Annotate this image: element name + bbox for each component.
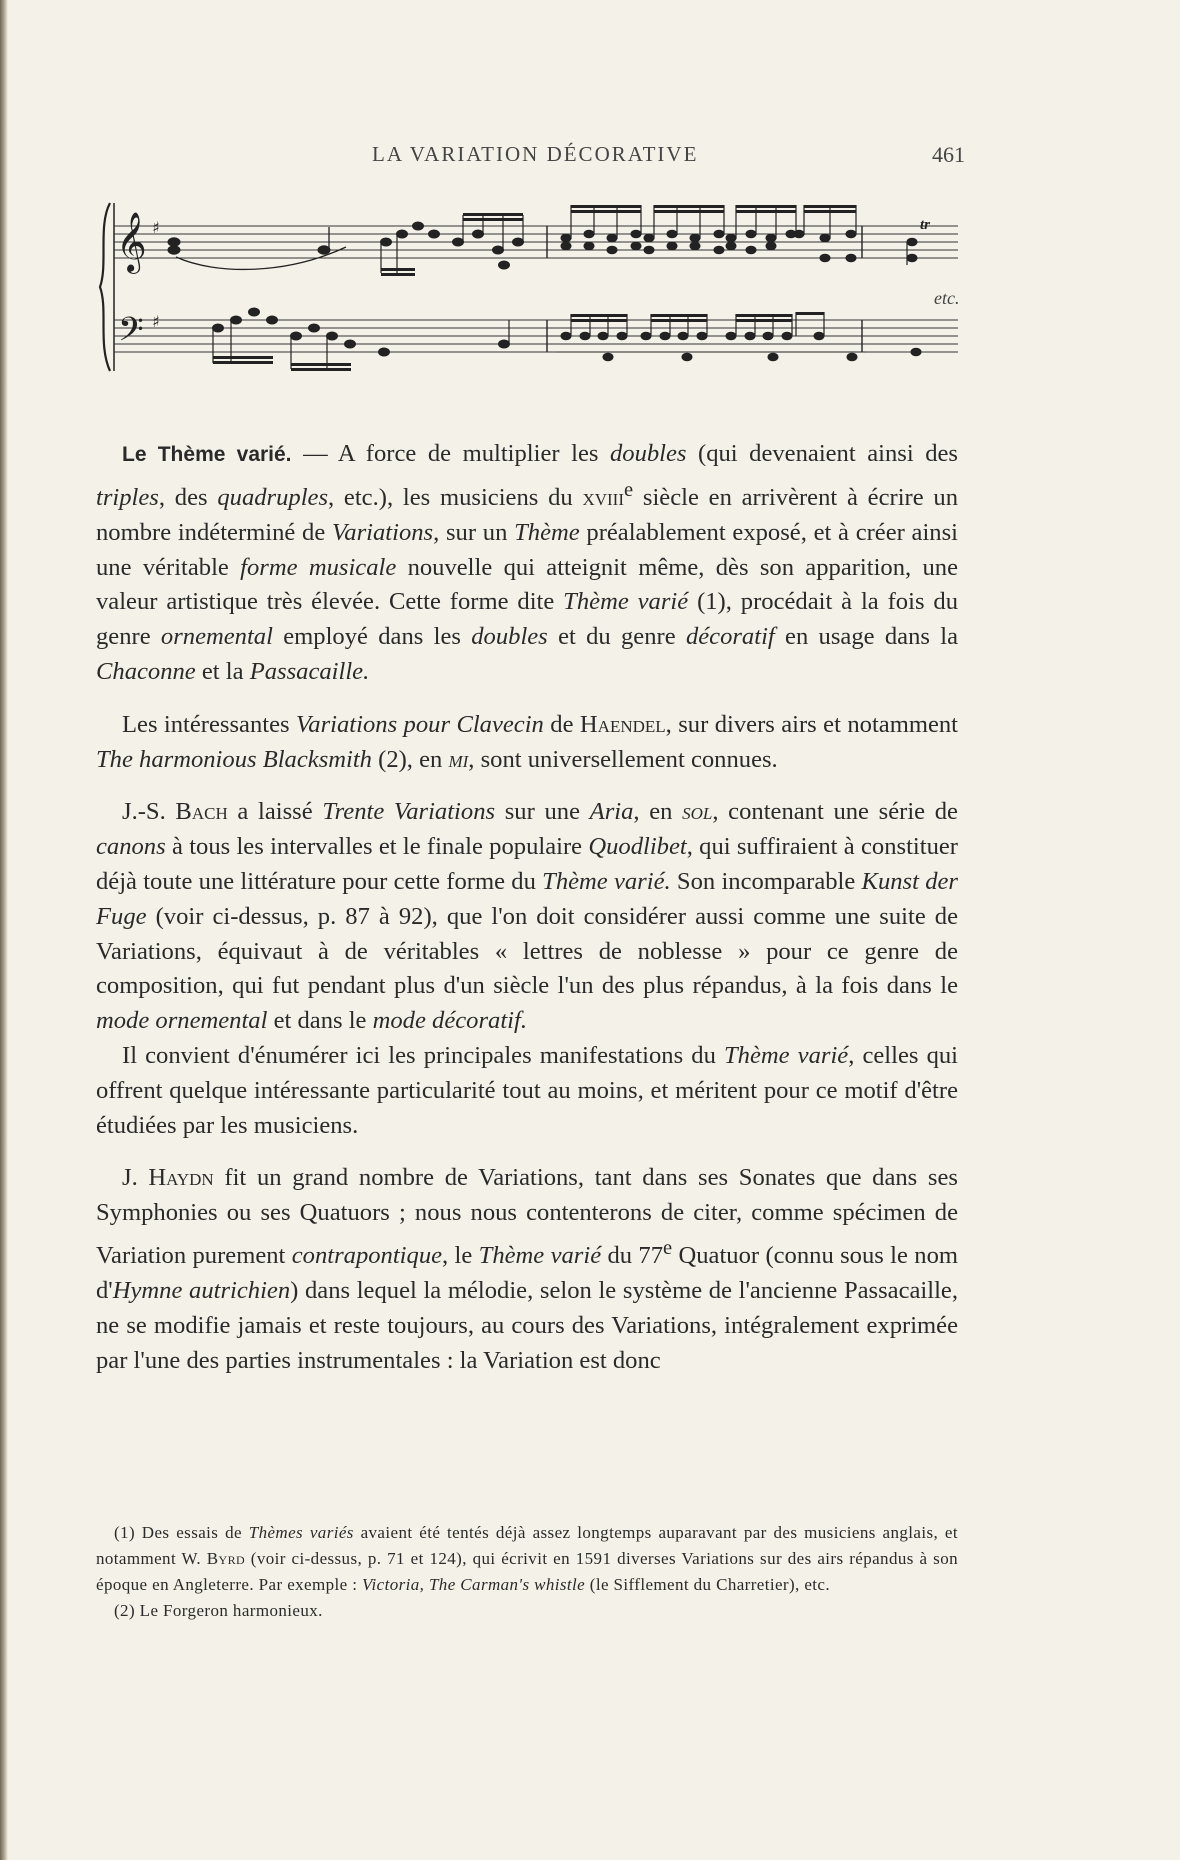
text-run: , celles qui offrent quelque intéressante particularité tout au moins, et méritent pour ce motif d'être étudiées par les musiciens.	[96, 1041, 958, 1139]
text-run: (voir ci-dessus, p. 71 et 124), qui écrivit en 1591 diverses Variations sur des airs répandus à son époque en Angleterre. Par exemple :	[96, 1549, 958, 1594]
text-run: a laissé	[227, 798, 323, 826]
superscript: e	[624, 478, 634, 501]
italic-text: Thème	[514, 518, 580, 546]
bass-staff	[114, 320, 958, 352]
italic-text: Hymne autrichien	[112, 1276, 291, 1304]
paragraph	[96, 437, 958, 690]
text-run: J.	[122, 1164, 149, 1192]
footnote	[96, 1520, 958, 1598]
text-run: fit un grand nombre de Variations, tant dans ses Sonates que dans ses Symphonies ou ses Quatuors ; nous nous contenterons de citer, comme spécimen de Variation purement	[96, 1164, 958, 1270]
text-run: J.-S.	[122, 798, 176, 826]
text-run: Son incomparable	[670, 867, 862, 895]
italic-text: Passacaille.	[249, 657, 370, 685]
text-run: nouvelle qui atteignit même, dès son apparition, une valeur artistique très élevée. Cette forme dite	[96, 553, 958, 616]
run-in-heading: Le Thème varié.	[122, 443, 292, 466]
italic-text: canons	[96, 833, 166, 861]
text-run: Il convient d'énumérer ici les principales manifestations du	[122, 1041, 724, 1069]
italic-text: Victoria, The Carman's whistle	[362, 1575, 586, 1594]
text-run: et la	[195, 657, 250, 685]
italic-text: doubles	[609, 440, 687, 467]
bass-key-signature: ♯	[152, 312, 160, 331]
text-run: , contenant une série de	[712, 798, 958, 826]
text-run: , sur un	[433, 518, 515, 546]
italic-text: décoratif	[685, 623, 775, 651]
page-binding-edge	[0, 0, 8, 1860]
italic-text: Kunst der Fuge	[96, 867, 958, 930]
music-score	[96, 195, 966, 385]
bass-clef: 𝄢	[118, 311, 144, 357]
text-run: siècle en arrivèrent à écrire un nombre indéterminé de	[96, 483, 959, 546]
treble-notes-m1	[168, 213, 524, 276]
body-text	[96, 437, 958, 1396]
italic-text: Thèmes variés	[248, 1523, 354, 1542]
small-caps-text: Haydn	[148, 1164, 214, 1192]
italic-text: Chaconne	[96, 657, 196, 685]
italic-text: doubles	[471, 623, 548, 651]
text-run: , sur divers airs et notamment	[665, 710, 958, 738]
italic-text: Thème varié	[724, 1041, 849, 1069]
italic-text: ornemental	[160, 623, 273, 651]
text-run: (1), procédait à la fois du genre	[96, 588, 958, 651]
superscript: e	[663, 1236, 673, 1259]
small-caps-text: Bach	[175, 798, 228, 826]
text-run: , etc.), les musiciens du	[328, 483, 583, 511]
italic-text: quadruples	[217, 483, 329, 511]
text-run: (2) Le Forgeron harmonieux.	[114, 1601, 323, 1620]
treble-staff	[114, 226, 958, 258]
text-run: et dans le	[267, 1007, 373, 1035]
italic-text: Variations pour Clavecin	[296, 710, 544, 738]
italic-text: contrapontique	[291, 1242, 443, 1270]
score-etc-label: etc.	[934, 288, 960, 308]
text-run: du 77	[601, 1242, 664, 1270]
text-run: (le Sifflement du Charretier), etc.	[585, 1575, 831, 1594]
trill-mark: tr	[920, 217, 931, 233]
italic-text: triples	[96, 483, 159, 511]
treble-notes-m2	[561, 205, 856, 262]
text-run: employé dans les	[272, 623, 472, 651]
text-run: — A force de multiplier les	[291, 440, 610, 467]
italic-text: Aria	[589, 798, 634, 826]
text-run: avaient été tentés déjà assez longtemps auparavant par des musiciens anglais, et notamment W.	[96, 1523, 958, 1568]
text-run: sur une	[495, 798, 590, 826]
running-head	[0, 142, 1180, 172]
paragraph	[96, 1161, 958, 1378]
italic-text: Thème varié	[563, 588, 689, 616]
small-caps-text: Byrd	[206, 1549, 246, 1568]
italic-text: Thème varié.	[542, 867, 671, 895]
text-run: à tous les intervalles et le finale populaire	[165, 833, 589, 861]
italic-text: Thème varié	[478, 1242, 602, 1270]
paragraph	[96, 708, 958, 778]
text-run: , qui suffiraient à constituer déjà toute une littérature pour cette forme du	[96, 833, 958, 895]
running-head-title: LA VARIATION DÉCORATIVE	[372, 142, 699, 166]
text-run: (qui devenaient ainsi des	[686, 440, 958, 467]
text-run: et du genre	[547, 623, 686, 651]
italic-text: Quodlibet	[588, 833, 687, 861]
paragraph	[96, 795, 958, 1039]
footnote	[96, 1598, 958, 1624]
text-run: de	[543, 710, 580, 738]
text-run: préalablement exposé, et à créer ainsi une véritable	[96, 518, 958, 581]
text-run: Les intéressantes	[122, 710, 297, 738]
small-caps-text: xviii	[582, 483, 625, 511]
text-run: Quatuor (connu sous le nom d'	[96, 1242, 959, 1304]
paragraph	[96, 1039, 958, 1143]
text-run: (1) Des essais de	[114, 1523, 249, 1542]
text-run: (2), en	[371, 745, 449, 773]
text-run: , le	[442, 1242, 479, 1270]
bass-notes-m1	[213, 308, 510, 371]
italic-text: mode décoratif.	[372, 1007, 527, 1035]
treble-key-signature: ♯	[152, 218, 160, 237]
italic-text: The harmonious Blacksmith	[96, 745, 372, 773]
treble-clef: 𝄞	[116, 212, 147, 272]
page-number: 461	[932, 142, 965, 167]
text-run: ) dans lequel la mélodie, selon le système de l'ancienne Passacaille, ne se modifie jamais et reste toujours, au cours des Variations, intégralement exprimée par l'une des parties instrumentales : la Variation est donc	[96, 1276, 958, 1374]
text-run: (voir ci-dessus, p. 87 à 92), que l'on doit considérer aussi comme une suite de Variations, équivaut à de véritables « lettres de noblesse » pour ce genre de composition, qui fut pendant plus d'un siècle l'un des plus répandus, à la fois dans le	[96, 902, 958, 1000]
final-note	[907, 238, 917, 265]
italic-text: forme musicale	[240, 553, 397, 581]
text-run: , sont universellement connues.	[468, 745, 778, 773]
footnotes	[96, 1520, 958, 1624]
small-caps-text: Haendel	[579, 710, 666, 738]
system-brace	[100, 203, 110, 371]
italic-small-caps-text: mi	[448, 745, 469, 773]
text-run: en usage dans la	[774, 623, 958, 651]
italic-text: Trente Variations	[322, 798, 496, 826]
italic-small-caps-text: sol	[682, 798, 713, 826]
italic-text: mode ornemental	[96, 1007, 268, 1035]
italic-text: Variations	[331, 518, 434, 546]
text-run: , en	[633, 798, 683, 826]
text-run: , des	[158, 483, 218, 511]
